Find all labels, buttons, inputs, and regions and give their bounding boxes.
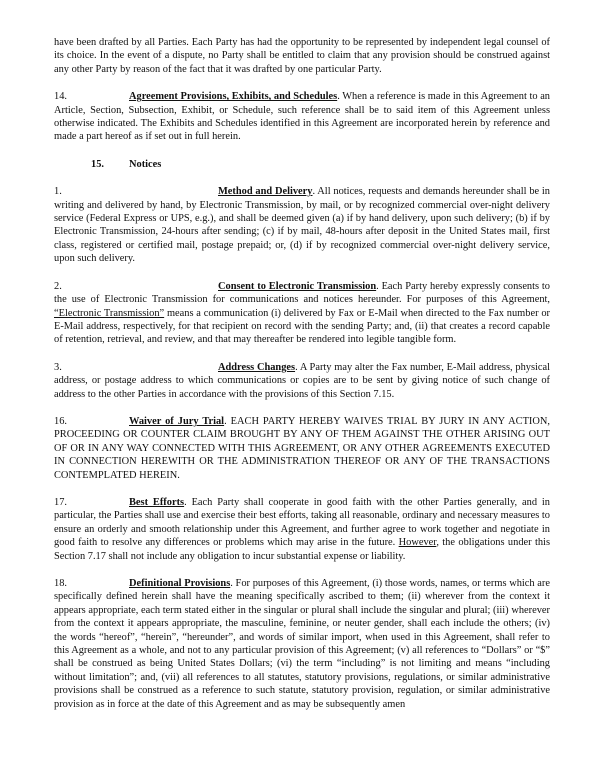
subsection-2 [54, 280, 550, 347]
subsection-2-number: 2. [54, 280, 62, 292]
subsection-1-title: Method and Delivery [218, 186, 313, 198]
section-17-body-a: . Each Party shall cooperate in good faith with the other Parties generally, and in particular, the Parties shall use and exercise their best efforts, taking all reasonable, ordinary and necessary measures to ensure an orderly and smooth relationship under this Agreement, and further agree to work together and negotiate in good faith to resolve any differences or problems which may arise in the future. [54, 496, 550, 549]
subsection-1-body: . All notices, requests and demands hereunder shall be in writing and delivered by hand, by Electronic Transmission, by mail, or by recognized commercial over-night delivery service (Federal Express or UPS, e.g.), and shall be deemed given (a) if by hand delivery, upon such delivery; (b) if by Electronic Transmission, 24-hours after sending; (c) if by mail, 48-hours after deposit in the United States mail, first class, registered or certified mail, postage prepaid; or, (d) if by recognized commercial over-night delivery service, upon such delivery. [54, 186, 550, 265]
section-16-number: 16. [54, 415, 67, 427]
section-17-title: Best Efforts [129, 496, 185, 508]
subsection-1 [54, 185, 550, 265]
section-17-number: 17. [54, 496, 67, 508]
section-15-heading [91, 158, 550, 171]
subsection-1-number: 1. [54, 186, 62, 198]
section-17 [54, 496, 550, 563]
subsection-2-body-a: . Each Party hereby expressly consents to the use of Electronic Transmission for communications and notices hereunder. For purposes of this Agreement, [54, 280, 551, 306]
continuation-text: have been drafted by all Parties. Each Party has had the opportunity to be represented by independent legal counsel of its choice. In the event of a dispute, no Party shall be entitled to claim that any provision should be construed against any other Party by reason of the fact that it was drafted by one particular Party. [54, 37, 550, 75]
section-17-body-b: , the obligations under this Section 7.17 shall not include any obligation to incur substantial expense or liability. [54, 537, 550, 562]
subsection-3-title: Address Changes [218, 361, 296, 373]
section-15-title: Notices [129, 158, 162, 170]
continuation-paragraph [54, 36, 550, 76]
section-14-title: Agreement Provisions, Exhibits, and Schedules [129, 91, 338, 103]
electronic-transmission-term: “Electronic Transmission” [54, 307, 165, 319]
section-18-number: 18. [54, 578, 67, 589]
section-14-number: 14. [54, 91, 67, 103]
subsection-3-number: 3. [54, 361, 62, 373]
subsection-3-body: . A Party may alter the Fax number, E-Mail address, physical address, or postage address to which communications or copies are to be sent by giving notice of such change of address to the other Parties in accordance with the provisions of this Section 7.15. [54, 361, 550, 400]
section-18-body: . For purposes of this Agreement, (i) those words, names, or terms which are specifically defined herein shall have the meaning specifically ascribed to them; (ii) wherever from the context it appears appropriate, each term stated either in the singular or plural shall include the singular and plural; (iii) wherever from the context it appears appropriate, the masculine, feminine, or neuter gender, shall each include the others; (iv) the words “hereof”, “herein”, “hereunder”, and words of similar import, when used in this Agreement, shall refer to this Agreement as a whole, and not to any particular provision of this Agreement; (v) all references to “Dollars” or “$” shall be construed as being United States Dollars; (vi) the term “including” is not limiting and means “including without limitation”; and, (vii) all references to all statutes, statutory provisions, regulations, or similar administrative provisions shall be construed as a reference to such statute, statutory provision, regulation, or similar administrative provision as in force at the date of this Agreement and as may be subsequently amen [54, 578, 550, 710]
however-word: However [398, 537, 437, 549]
section-16-title: Waiver of Jury Trial [129, 415, 225, 427]
section-18 [54, 577, 550, 711]
subsection-2-body-b: means a communication (i) delivered by Fax or E-Mail when directed to the Fax number or E-Mail address, respectively, for that recipient on record with the sending Party; and, (ii) that creates a record capable of retention, retrieval, and review, and that may thereafter be rendered into legible tangible form. [54, 307, 550, 346]
section-14 [54, 90, 550, 144]
section-18-title: Definitional Provisions [129, 578, 231, 589]
section-15-number: 15. [91, 158, 104, 170]
section-16 [54, 415, 550, 482]
subsection-3 [54, 361, 550, 401]
section-14-body: . When a reference is made in this Agreement to an Article, Section, Subsection, Exhibit, or Schedule, such reference shall be to said item of this Agreement unless otherwise indicated. The Exhibits and Schedules identified in this Agreement are incorporated herein by reference and made a part hereof as if set out in full herein. [54, 91, 550, 143]
subsection-2-title: Consent to Electronic Transmission [218, 280, 377, 292]
section-16-body: . EACH PARTY HEREBY WAIVES TRIAL BY JURY IN ANY ACTION, PROCEEDING OR COUNTER CLAIM BROUGHT BY ANY OF THEM AGAINST THE OTHER ARISING OUT OF OR IN ANY WAY CONNECTED WITH THIS AGREEMENT, OR ANY OTHER AGREEMENTS EXECUTED IN CONNECTION HEREWITH OR THE ADMINISTRATION THEREOF OR ANY OF THE TRANSACTIONS CONTEMPLATED HEREIN. [54, 415, 550, 481]
